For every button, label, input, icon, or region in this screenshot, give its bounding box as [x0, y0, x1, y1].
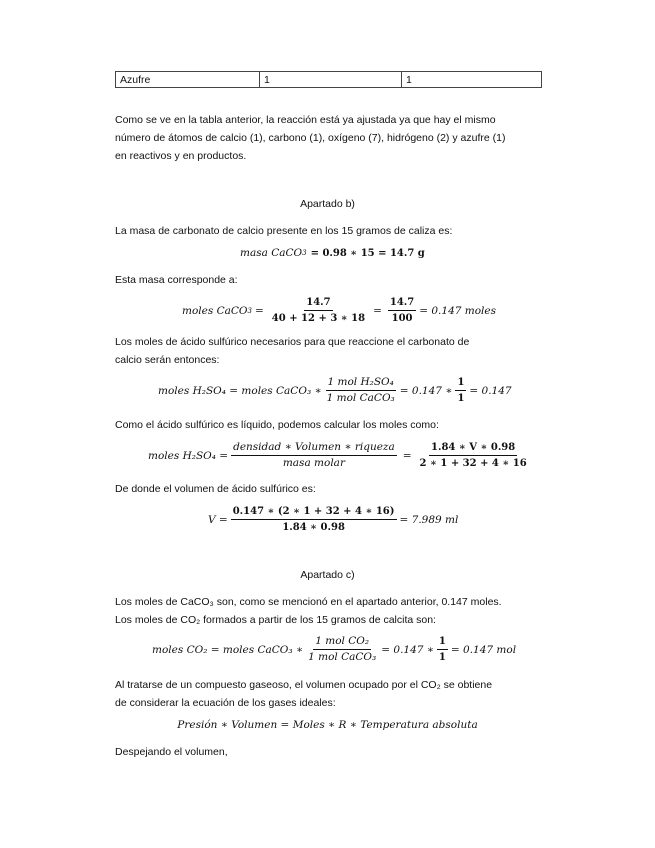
eq-subscript: 3 — [247, 306, 252, 315]
fraction: $\frac{0.147 ∗ (2 ∗ 1 + 32 + 4 ∗ 16)}{1.84 ∗ 0.98}$ — [232, 506, 395, 533]
table-row — [116, 72, 542, 88]
paragraph-line: número de átomos de calcio (1), carbono (1), oxígeno (7), hidrógeno (2) y azufre (1) — [115, 132, 506, 144]
paragraph-line: Al tratarse de un compuesto gaseoso, el volumen ocupado por el CO₂ se obtiene — [115, 679, 493, 691]
paragraph-line: Como se ve en la tabla anterior, la reacción está ya ajustada ya que hay el mismo — [115, 114, 496, 126]
equation-moles-co2 — [152, 635, 516, 664]
eq-result: = 0.147 moles — [419, 304, 497, 317]
eq-subscript: 3 — [302, 249, 307, 257]
paragraph-solving: Despejando el volumen, — [115, 746, 228, 758]
eq-lhs: moles CaCO — [182, 304, 248, 317]
equation-density: moles H₂SO₄ = $\frac{\text{densidad ∗ Volumen ∗ riqueza}}{\text{masa molar}}$ = $\frac{1.84 ∗ V ∗ 0.98}{2 ∗ 1 + 32 + 4 ∗ 16}$ — [148, 441, 527, 469]
paragraph-ideal-gas — [115, 676, 545, 712]
atoms-table — [115, 71, 542, 88]
paragraph-corresponds: Esta masa corresponde a: — [115, 274, 238, 286]
eq-result: = 0.147 mol — [450, 643, 517, 656]
fraction: $\frac{1}{1}$ — [438, 636, 446, 663]
eq-mid: = 0.147 ∗ — [399, 384, 453, 397]
equation-moles-h2so4 — [158, 376, 512, 405]
equation-moles-caco3: moles CaCO 3 = $\frac{14.7}{40 + 12 + 3 ∗ 18}$ = $\frac{14.7}{100}$ = 0.147 moles — [182, 297, 497, 324]
table-cell-element: Azufre — [116, 72, 260, 88]
equation-ideal-gas: Presión ∗ Volumen = Moles ∗ R ∗ Temperatura absoluta — [177, 719, 478, 731]
paragraph-balance — [115, 111, 545, 165]
fraction: $\frac{1.84 ∗ V ∗ 0.98}{2 ∗ 1 + 32 + 4 ∗ 16}$ — [419, 442, 527, 469]
eq-lhs: moles H₂SO₄ = — [148, 449, 229, 462]
fraction: $\frac{\text{1 mol H₂SO₄}}{\text{1 mol CaCO₃}}$ — [326, 376, 395, 404]
eq-lhs: V = — [208, 513, 228, 526]
paragraph-co2 — [115, 593, 545, 629]
paragraph-line: de considerar la ecuación de los gases ideales: — [115, 697, 336, 709]
paragraph-volume: De donde el volumen de ácido sulfúrico es: — [115, 483, 316, 495]
eq-mid: = 0.147 ∗ — [381, 643, 434, 656]
paragraph-liquid: Como el ácido sulfúrico es líquido, podemos calcular los moles como: — [115, 419, 439, 431]
eq-result: = 0.147 — [469, 384, 512, 397]
fraction: $\frac{\text{1 mol CO₂}}{\text{1 mol CaCO₃}}$ — [308, 635, 377, 663]
fraction: $\frac{14.7}{100}$ — [389, 297, 415, 324]
paragraph-line: Los moles de ácido sulfúrico necesarios para que reaccione el carbonato de — [115, 336, 470, 348]
eq-lhs: moles CO₂ = moles CaCO₃ ∗ — [152, 643, 304, 656]
section-heading-c: Apartado c) — [300, 569, 355, 581]
paragraph-line: en reactivos y en productos. — [115, 150, 247, 162]
eq-rhs: = 0.98 ∗ 15 = 14.7 g — [310, 247, 425, 259]
paragraph-h2so4-needed — [115, 333, 545, 369]
fraction: $\frac{1}{1}$ — [457, 377, 465, 404]
eq-lhs: masa CaCO — [240, 247, 303, 259]
fraction: $\frac{\text{densidad ∗ Volumen ∗ riqueza}}{\text{masa molar}}$ — [233, 441, 395, 469]
fraction: $\frac{14.7}{40 + 12 + 3 ∗ 18}$ — [271, 297, 366, 324]
paragraph-mass: La masa de carbonato de calcio presente en los 15 gramos de caliza es: — [115, 225, 453, 237]
paragraph-line: Los moles de CaCO₃ son, como se mencionó en el apartado anterior, 0.147 moles. — [115, 596, 502, 608]
table-cell-productos: 1 — [402, 72, 542, 88]
eq-lhs: moles H₂SO₄ = moles CaCO₃ ∗ — [158, 384, 322, 397]
eq-result: = 7.989 ml — [399, 513, 459, 526]
section-heading-b: Apartado b) — [300, 198, 355, 210]
paragraph-line: Los moles de CO₂ formados a partir de los 15 gramos de calcita son: — [115, 614, 436, 626]
paragraph-line: calcio serán entonces: — [115, 354, 220, 366]
equation-mass — [240, 247, 425, 259]
equation-volume — [208, 505, 458, 534]
table-cell-reactivos: 1 — [260, 72, 402, 88]
